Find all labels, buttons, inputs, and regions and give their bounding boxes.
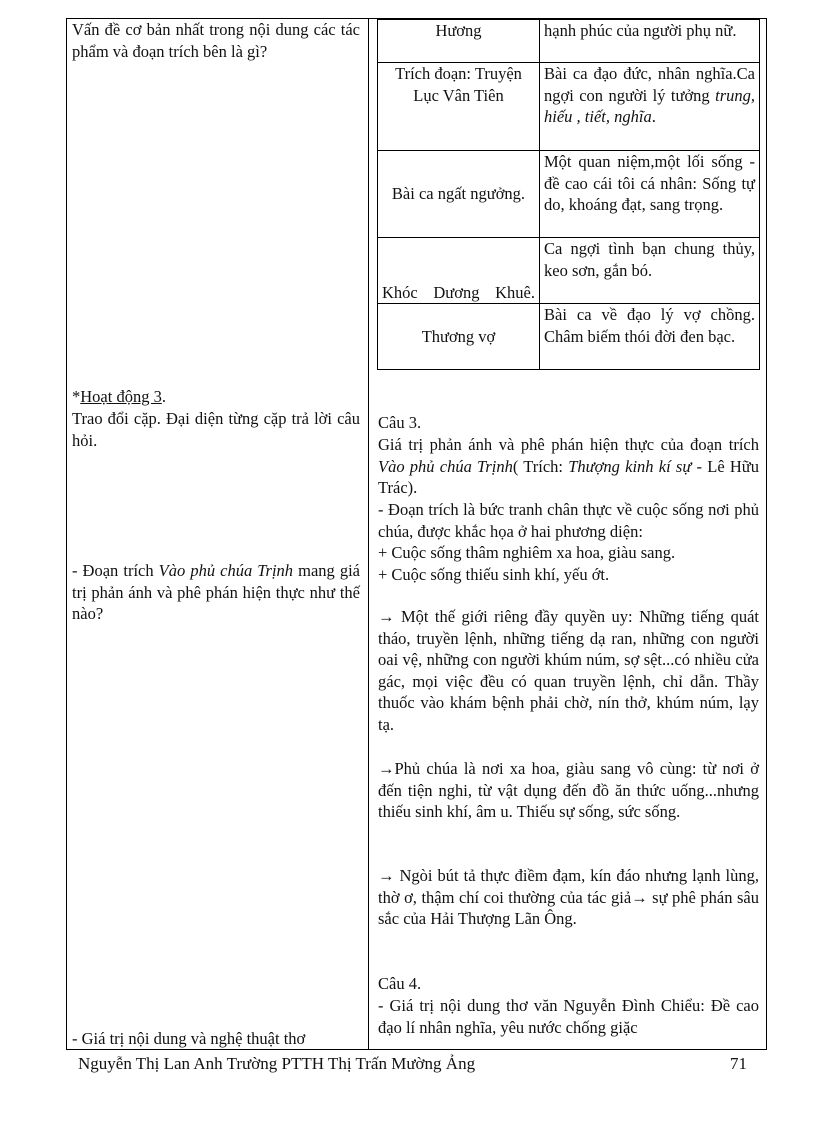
page-number: 71 (730, 1054, 747, 1073)
cau4-paragraph: - Giá trị nội dung thơ văn Nguyễn Đình Chiểu: Đề cao đạo lí nhân nghĩa, yêu nước chống giặc (378, 996, 759, 1037)
table-row (378, 151, 760, 238)
cau3-bullet-1: + Cuộc sống thâm nghiêm xa hoa, giàu sang. (378, 543, 676, 562)
activity-description: Trao đổi cặp. Đại diện từng cặp trả lời câu hỏi. (72, 409, 360, 450)
table-row (378, 238, 760, 304)
work-cell: Khóc Dương Khuê. (378, 238, 540, 304)
arrow-right-icon: → (378, 607, 395, 626)
cau3-arrow-1: → Một thế giới riêng đầy quyền uy: Những tiếng quát tháo, truyền lệnh, những tiếng dạ ran, những con người oai vệ, những con người khúm núm, sợ sệt...có nhiều cửa gác, mọi việc đều có quan truyền lệnh, chỉ dẫn. Thầy thuốc vào khám bệnh phải chờ, nín thở, khúm núm, lạy tạ. (378, 607, 759, 734)
work-cell: Hương (378, 20, 540, 63)
content-cell: Ca ngợi tình bạn chung thủy, keo sơn, gắn bó. (540, 238, 760, 304)
works-table (377, 19, 760, 370)
cau3-bullet-2: + Cuộc sống thiếu sinh khí, yếu ớt. (378, 565, 610, 584)
arrow-right-icon: → (631, 887, 648, 907)
page-footer-author: Nguyễn Thị Lan Anh Trường PTTH Thị Trấn Mường Ảng (78, 1054, 476, 1073)
cau3-intro: Giá trị phản ánh và phê phán hiện thực của đoạn trích Vào phủ chúa Trịnh( Trích: Thượng kinh kí sự - Lê Hữu Trác). (378, 435, 759, 497)
activity-heading: *Hoạt động 3. (72, 387, 166, 406)
content-frame (66, 18, 767, 1050)
arrow-right-icon: → (378, 759, 395, 778)
cau3-paragraph: - Đoạn trích là bức tranh chân thực về cuộc sống nơi phủ chúa, được khắc họa ở hai phương diện: (378, 500, 759, 541)
work-cell: Trích đoạn: Truyện Lục Vân Tiên (378, 63, 540, 151)
content-cell: Bài ca về đạo lý vợ chồng. Châm biếm thói đời đen bạc. (540, 304, 760, 370)
table-row (378, 304, 760, 370)
question-4-start: - Giá trị nội dung và nghệ thuật thơ (72, 1029, 306, 1048)
content-cell: hạnh phúc của người phụ nữ. (540, 20, 760, 63)
intro-question: Vấn đề cơ bản nhất trong nội dung các tác phẩm và đoạn trích bên là gì? (72, 20, 360, 61)
activity-label: Hoạt động 3 (80, 387, 162, 406)
content-cell: Một quan niệm,một lối sống - đề cao cái tôi cá nhân: Sống tự do, khoáng đạt, sang trọng. (540, 151, 760, 238)
cau3-arrow-3: → Ngòi bút tả thực điềm đạm, kín đáo nhưng lạnh lùng, thờ ơ, thậm chí coi thường của tác giả→ sự phê phán sâu sắc của Hải Thượng Lãn Ông. (378, 866, 759, 928)
table-row (378, 63, 760, 151)
table-row (378, 20, 760, 63)
work-cell: Bài ca ngất ngưởng. (378, 151, 540, 238)
arrow-right-icon: → (378, 866, 395, 885)
content-cell: Bài ca đạo đức, nhân nghĩa.Ca ngợi con người lý tưởng trung, hiếu , tiết, nghĩa. (540, 63, 760, 151)
column-divider (368, 19, 369, 1049)
cau4-label: Câu 4. (378, 974, 422, 993)
question-3: - Đoạn trích Vào phủ chúa Trịnh mang giá trị phản ánh và phê phán hiện thực như thế nào? (72, 561, 360, 623)
work-cell: Thương vợ (378, 304, 540, 370)
cau3-label: Câu 3. (378, 413, 422, 432)
cau3-arrow-2: →Phủ chúa là nơi xa hoa, giàu sang vô cùng: từ nơi ở đến tiện nghi, từ vật dụng đến đồ ăn thức uống...nhưng thiếu sinh khí, âm u. Thiếu sự sống, sức sống. (378, 759, 759, 821)
